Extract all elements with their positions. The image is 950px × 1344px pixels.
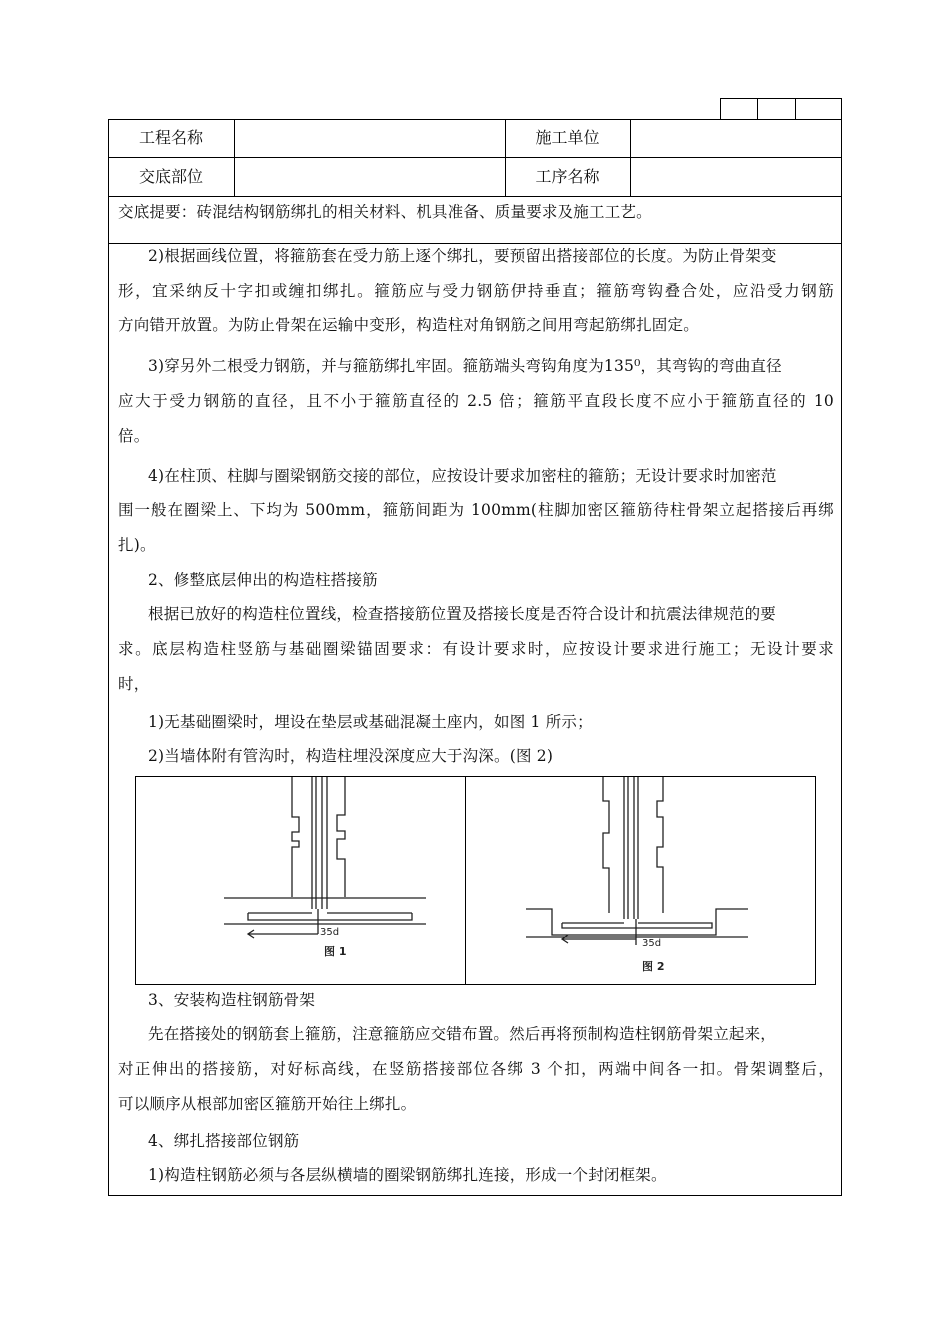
disclosure-summary: 交底提要：砖混结构钢筋绑扎的相关材料、机具准备、质量要求及施工工艺。: [118, 203, 652, 221]
fig2-dim-label: 35d: [642, 938, 662, 949]
disclosure-part-label: 交底部位: [138, 167, 203, 186]
para-3-line-2: 应大于受力钢筋的直径，且不小于箍筋直径的 2.5 倍；箍筋平直段长度不应小于箍筋直径的 10: [118, 392, 834, 410]
project-name-label: 工程名称: [138, 128, 203, 147]
para-4-line-3: 扎)。: [118, 536, 156, 554]
para-4-line-2: 围一般在圈梁上、下均为 500mm，箍筋间距为 100mm(柱脚加密区箍筋待柱骨架立起搭接后再绑: [118, 501, 834, 519]
construction-unit-label: 施工单位: [535, 128, 600, 147]
para-7: 2)当墙体附有管沟时，构造柱埋没深度应大于沟深。(图 2): [148, 747, 554, 765]
corner-box-3: [795, 98, 842, 119]
para-5-line-2: 求。底层构造柱竖筋与基础圈梁锚固要求：有设计要求时，应按设计要求进行施工；无设计要求: [118, 640, 834, 658]
wall-left-outline: [292, 777, 299, 897]
fig2-caption: 图 2: [642, 960, 665, 973]
para-8-line-1: 先在搭接处的钢筋套上箍筋，注意箍筋应交错布置。然后再将预制构造柱钢筋骨架立起来，: [148, 1025, 777, 1043]
para-5-line-1: 根据已放好的构造柱位置线，检查搭接筋位置及搭接长度是否符合设计和抗震法律规范的要: [148, 605, 777, 623]
anchor-bar: [562, 923, 712, 928]
anchor-bar: [248, 913, 412, 920]
col-divider: [630, 119, 631, 196]
section-heading-4: 4、绑扎搭接部位钢筋: [148, 1132, 300, 1150]
fig1-caption: 图 1: [324, 945, 347, 958]
para-5-line-3: 时，: [118, 675, 150, 693]
fig1-dim-label: 35d: [320, 927, 340, 938]
para-2-line-3: 方向错开放置。为防止骨架在运输中变形，构造柱对角钢筋之间用弯起筋绑扎固定。: [118, 316, 699, 334]
para-8-line-3: 可以顺序从根部加密区箍筋开始往上绑扎。: [118, 1095, 417, 1113]
figure-2-drawing: [466, 777, 815, 984]
process-name-label: 工序名称: [535, 167, 600, 186]
para-2-line-2: 形，宜采纳反十字扣或缠扣绑扎。箍筋应与受力钢筋伊持垂直；箍筋弯钩叠合处，应沿受力钢筋: [118, 282, 834, 300]
para-3-line-3: 倍。: [118, 427, 150, 445]
col-divider: [234, 119, 235, 196]
para-2-line-1: 2)根据画线位置，将箍筋套在受力筋上逐个绑扎，要预留出搭接部位的长度。为防止骨架变: [148, 247, 777, 265]
para-8-line-2: 对正伸出的搭接筋，对好标高线，在竖筋搭接部位各绑 3 个扣，两端中间各一扣。骨架调整后，: [118, 1060, 834, 1078]
corner-box-1: [720, 98, 758, 119]
figure-1-drawing: [136, 777, 465, 984]
wall-right-outline: [337, 777, 345, 897]
corner-box-2: [757, 98, 796, 119]
figure-1-panel: [135, 776, 466, 985]
figure-2-panel: [465, 776, 816, 985]
para-4-line-1: 4)在柱顶、柱脚与圈梁钢筋交接的部位，应按设计要求加密柱的箍筋；无设计要求时加密范: [148, 467, 777, 485]
trench-outline: [526, 909, 748, 935]
wall-left-outline: [603, 777, 609, 913]
section-heading-3: 3、安装构造柱钢筋骨架: [148, 991, 316, 1009]
para-3-line-1: 3)穿另外二根受力钢筋，并与箍筋绑扎牢固。箍筋端头弯钩角度为135⁰，其弯钩的弯曲直径: [148, 357, 782, 375]
section-heading-2: 2、修整底层伸出的构造柱搭接筋: [148, 571, 378, 589]
wall-right-outline: [657, 777, 663, 913]
para-9: 1)构造柱钢筋必须与各层纵横墙的圈梁钢筋绑扎连接，形成一个封闭框架。: [148, 1166, 667, 1184]
para-6: 1)无基础圈梁时，埋设在垫层或基础混凝土座内，如图 1 所示；: [148, 713, 593, 731]
